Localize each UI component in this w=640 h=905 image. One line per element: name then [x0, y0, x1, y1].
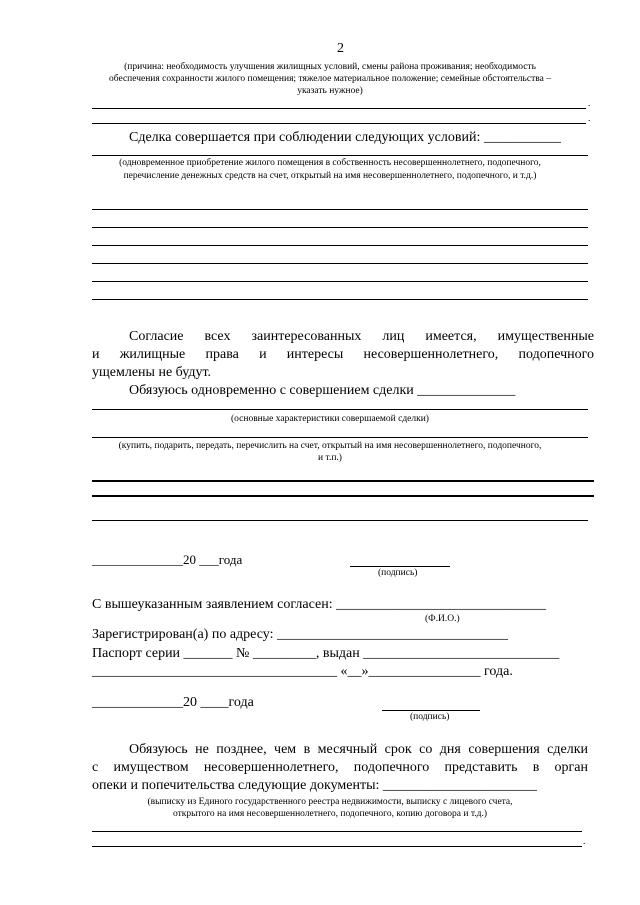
fill-line[interactable] — [92, 299, 588, 300]
final-line-1: Обязуюсь не позднее, чем в месячный срок со дня совершения сделки — [129, 742, 588, 757]
conditions-note-line-2: перечисление денежных средств на счет, открытый на имя несовершеннолетнего, подопечного, и т.д.) — [123, 171, 537, 181]
fill-line[interactable] — [92, 495, 594, 497]
buy-note-line-2: и т.п.) — [318, 453, 342, 463]
consent-line-3: ущемлены не будут. — [92, 365, 212, 380]
documents-note-line-1: (выписку из Единого государственного реестра недвижимости, выписку с лицевого счета, — [147, 797, 513, 807]
fill-line[interactable] — [92, 108, 586, 109]
passport-line: Паспорт серии _______ № _________, выдан ____________________________ — [92, 646, 560, 661]
fill-line[interactable] — [92, 846, 582, 847]
consent-line-1: Согласие всех заинтересованных лиц имеется, имущественные — [129, 329, 594, 344]
line-end-dot: . — [588, 114, 591, 124]
reason-note-line-3: указать нужное) — [297, 86, 363, 96]
final-line-3: опеки и попечительства следующие документы: ______________________ — [92, 778, 537, 793]
date-line-2[interactable]: _____________20 ____года — [92, 695, 254, 710]
fill-line[interactable] — [92, 480, 594, 482]
reason-note-line-2: обеспечения сохранности жилого помещения; тяжелое материальное положение; семейные обстоятельства – — [109, 74, 551, 84]
fill-line[interactable] — [92, 123, 586, 124]
agreed-label: С вышеуказанным заявлением согласен: ______________________________ — [92, 597, 547, 612]
fill-line[interactable] — [92, 409, 588, 410]
conditions-heading: Сделка совершается при соблюдении следующих условий: ___________ — [129, 130, 561, 145]
final-line-2: с имуществом несовершеннолетнего, подопечного представить в орган — [92, 760, 588, 775]
documents-note-line-2: открытого на имя несовершеннолетнего, подопечного, копию договора и т.д.) — [172, 809, 488, 819]
fill-line[interactable] — [92, 155, 588, 156]
fill-line[interactable] — [92, 227, 588, 228]
signature-line[interactable] — [350, 566, 450, 567]
issued-line: ___________________________________ «__»________________ года. — [92, 664, 513, 679]
fill-line[interactable] — [92, 245, 588, 246]
fill-line[interactable] — [92, 831, 582, 832]
fio-label: (Ф.И.О.) — [425, 614, 460, 624]
line-end-dot: . — [583, 837, 586, 847]
conditions-note-line-1: (одновременное приобретение жилого помещения в собственность несовершеннолетнего, подопечного, — [119, 158, 541, 168]
fill-line[interactable] — [92, 209, 588, 210]
line-end-dot: . — [588, 99, 591, 109]
signature-label-1: (подпись) — [378, 568, 418, 578]
page-number: 2 — [337, 41, 344, 56]
date-line-1[interactable]: ______________20 ___года — [92, 552, 243, 567]
buy-note-line-1: (купить, подарить, передать, перечислить на счет, открытый на имя несовершеннолетнего, подопечного, — [118, 441, 542, 451]
registered-label: Зарегистрирован(а) по адресу: _________________________________ — [92, 627, 508, 642]
consent-line-2: и жилищные права и интересы несовершеннолетнего, подопечного — [92, 347, 594, 362]
signature-label-2: (подпись) — [410, 712, 450, 722]
deal-characteristics-note: (основные характеристики совершаемой сделки) — [231, 414, 429, 424]
signature-line[interactable] — [382, 710, 480, 711]
fill-line[interactable] — [92, 281, 588, 282]
fill-line[interactable] — [92, 437, 588, 438]
reason-note-line-1: (причина: необходимость улучшения жилищных условий, смены района проживания; необходимость — [124, 62, 536, 72]
oblige-line: Обязуюсь одновременно с совершением сделки ______________ — [129, 383, 516, 398]
fill-line[interactable] — [92, 263, 588, 264]
fill-line[interactable] — [92, 520, 588, 521]
